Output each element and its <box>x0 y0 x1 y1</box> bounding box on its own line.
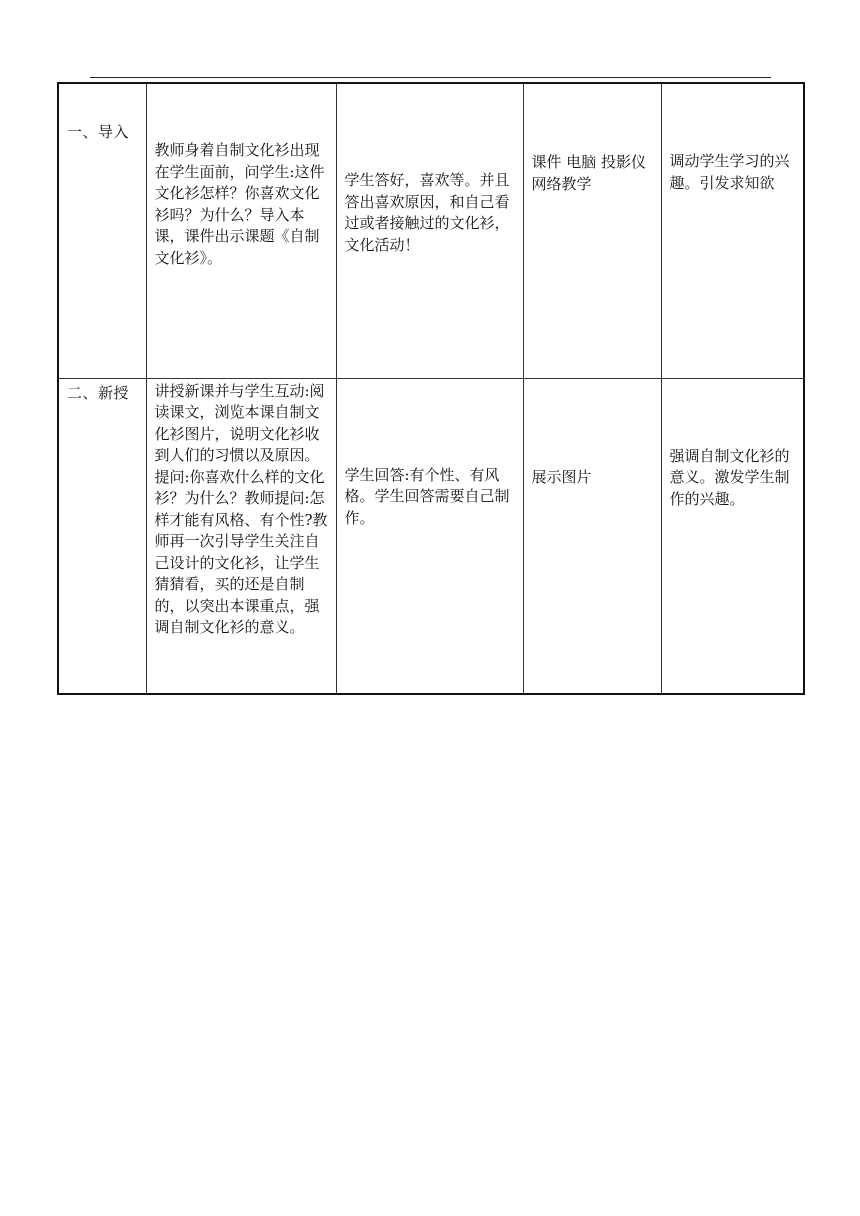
header-rule <box>90 77 771 78</box>
stage-cell: 二、新授 <box>58 378 146 694</box>
table-row <box>58 378 804 694</box>
stage-cell: 一、导入 <box>58 83 146 378</box>
media-cell: 课件 电脑 投影仪 网络教学 <box>523 83 661 378</box>
table-row <box>58 83 804 378</box>
lesson-plan-table <box>57 82 805 695</box>
student-activity-cell: 学生回答:有个性、有风格。学生回答需要自己制作。 <box>336 378 523 694</box>
media-cell: 展示图片 <box>523 378 661 694</box>
student-activity-cell: 学生答好，喜欢等。并且答出喜欢原因，和自己看过或者接触过的文化衫，文化活动！ <box>336 83 523 378</box>
design-intent-cell: 强调自制文化衫的意义。激发学生制作的兴趣。 <box>661 378 804 694</box>
teacher-activity-cell: 讲授新课并与学生互动:阅读课文，浏览本课自制文化衫图片，说明文化衫收到人们的习惯以及原因。提问:你喜欢什么样的文化衫？为什么？教师提问:怎样才能有风格、有个性?教师再一次引导学生关注自己设计的文化衫，让学生猜猜看，买的还是自制的，以突出本课重点，强调自制文化衫的意义。 <box>146 378 336 694</box>
design-intent-cell: 调动学生学习的兴趣。引发求知欲 <box>661 83 804 378</box>
teacher-activity-cell: 教师身着自制文化衫出现在学生面前，问学生:这件文化衫怎样？你喜欢文化衫吗？为什么？导入本课，课件出示课题《自制文化衫》。 <box>146 83 336 378</box>
